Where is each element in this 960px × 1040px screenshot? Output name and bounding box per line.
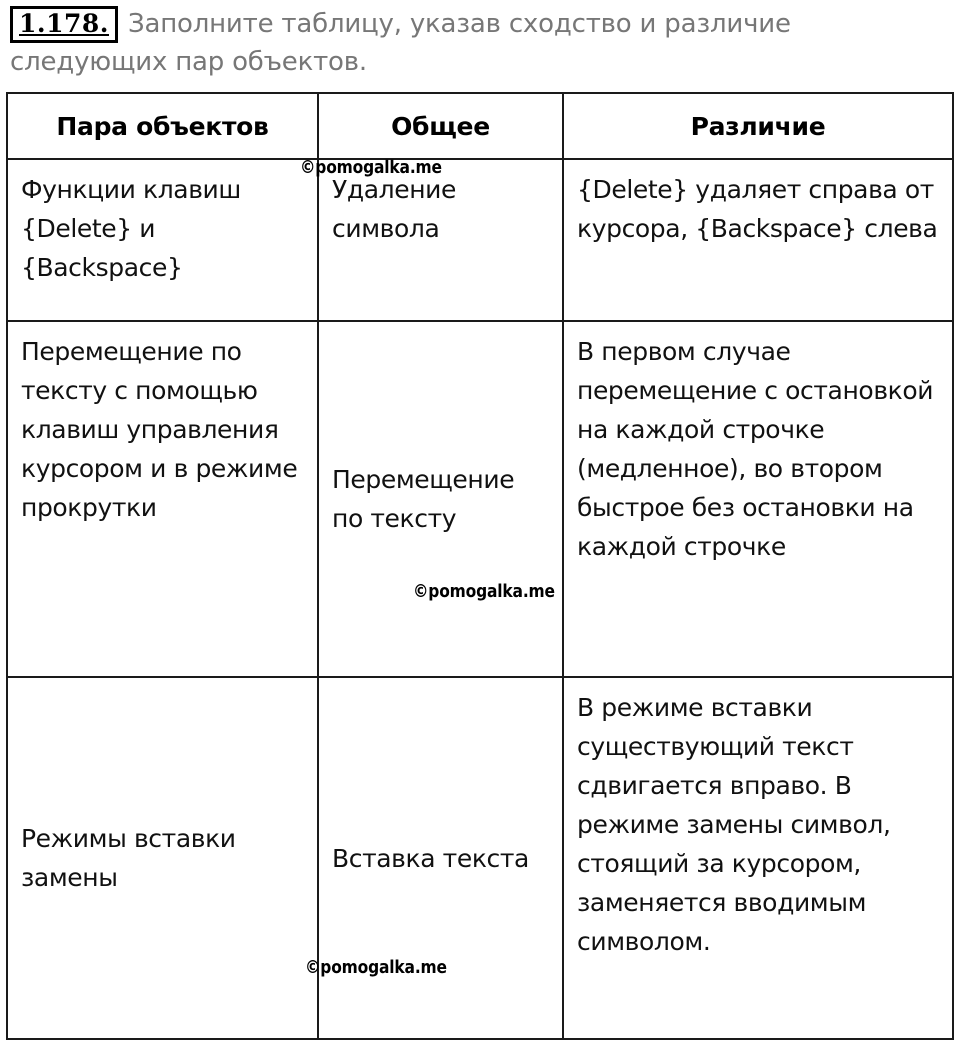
table-row (7, 321, 953, 677)
column-header-common: Общее (318, 93, 563, 159)
watermark-pomogalka: ©pomogalka.me (413, 581, 555, 602)
cell-difference-3-text: В режиме вставки существующий текст сдвигается вправо. В режиме замены символ, стоящий за курсором, заменяется вводимым символом. (577, 693, 891, 956)
table-header-row (7, 93, 953, 159)
cell-common-1-text: Удаление символа (332, 175, 456, 243)
cell-common-3-text: Вставка текста (332, 843, 529, 873)
task-text-line-2: следующих пар объектов. (10, 47, 367, 77)
table-row (7, 159, 953, 321)
cell-pair-1 (7, 159, 318, 321)
column-header-pair: Пара объектов (7, 93, 318, 159)
cell-common-3 (318, 677, 563, 1039)
cell-difference-2-text: В первом случае перемещение с остановкой на каждой строчке (медленное), во втором быстрое без остановки на каждой строчке (577, 337, 934, 561)
task-text-line-1: Заполните таблицу, указав сходство и различие (128, 9, 791, 39)
comparison-table (6, 92, 954, 1040)
cell-difference-3 (563, 677, 953, 1039)
cell-difference-2 (563, 321, 953, 677)
column-header-difference: Различие (563, 93, 953, 159)
cell-difference-1-text: {Delete} удаляет справа от курсора, {Backspace} слева (577, 175, 938, 243)
cell-pair-2-text: Перемещение по тексту с помощью клавиш управления курсором и в режиме прокрутки (21, 337, 298, 522)
cell-common-2-text: Перемещение по тексту (332, 465, 515, 533)
task-header (0, 0, 960, 80)
cell-common-1 (318, 159, 563, 321)
watermark-pomogalka: ©pomogalka.me (300, 157, 442, 178)
cell-pair-1-text: Функции клавиш {Delete} и {Backspace} (21, 175, 241, 282)
cell-pair-3 (7, 677, 318, 1039)
exercise-number-box (10, 6, 118, 43)
exercise-number-label: 1.178. (19, 9, 109, 38)
cell-pair-3-text: Режимы вставки замены (21, 824, 236, 892)
cell-common-2 (318, 321, 563, 677)
task-statement-line-1 (0, 6, 960, 43)
cell-difference-1 (563, 159, 953, 321)
watermark-pomogalka: ©pomogalka.me (305, 957, 447, 978)
table-row (7, 677, 953, 1039)
cell-pair-2 (7, 321, 318, 677)
